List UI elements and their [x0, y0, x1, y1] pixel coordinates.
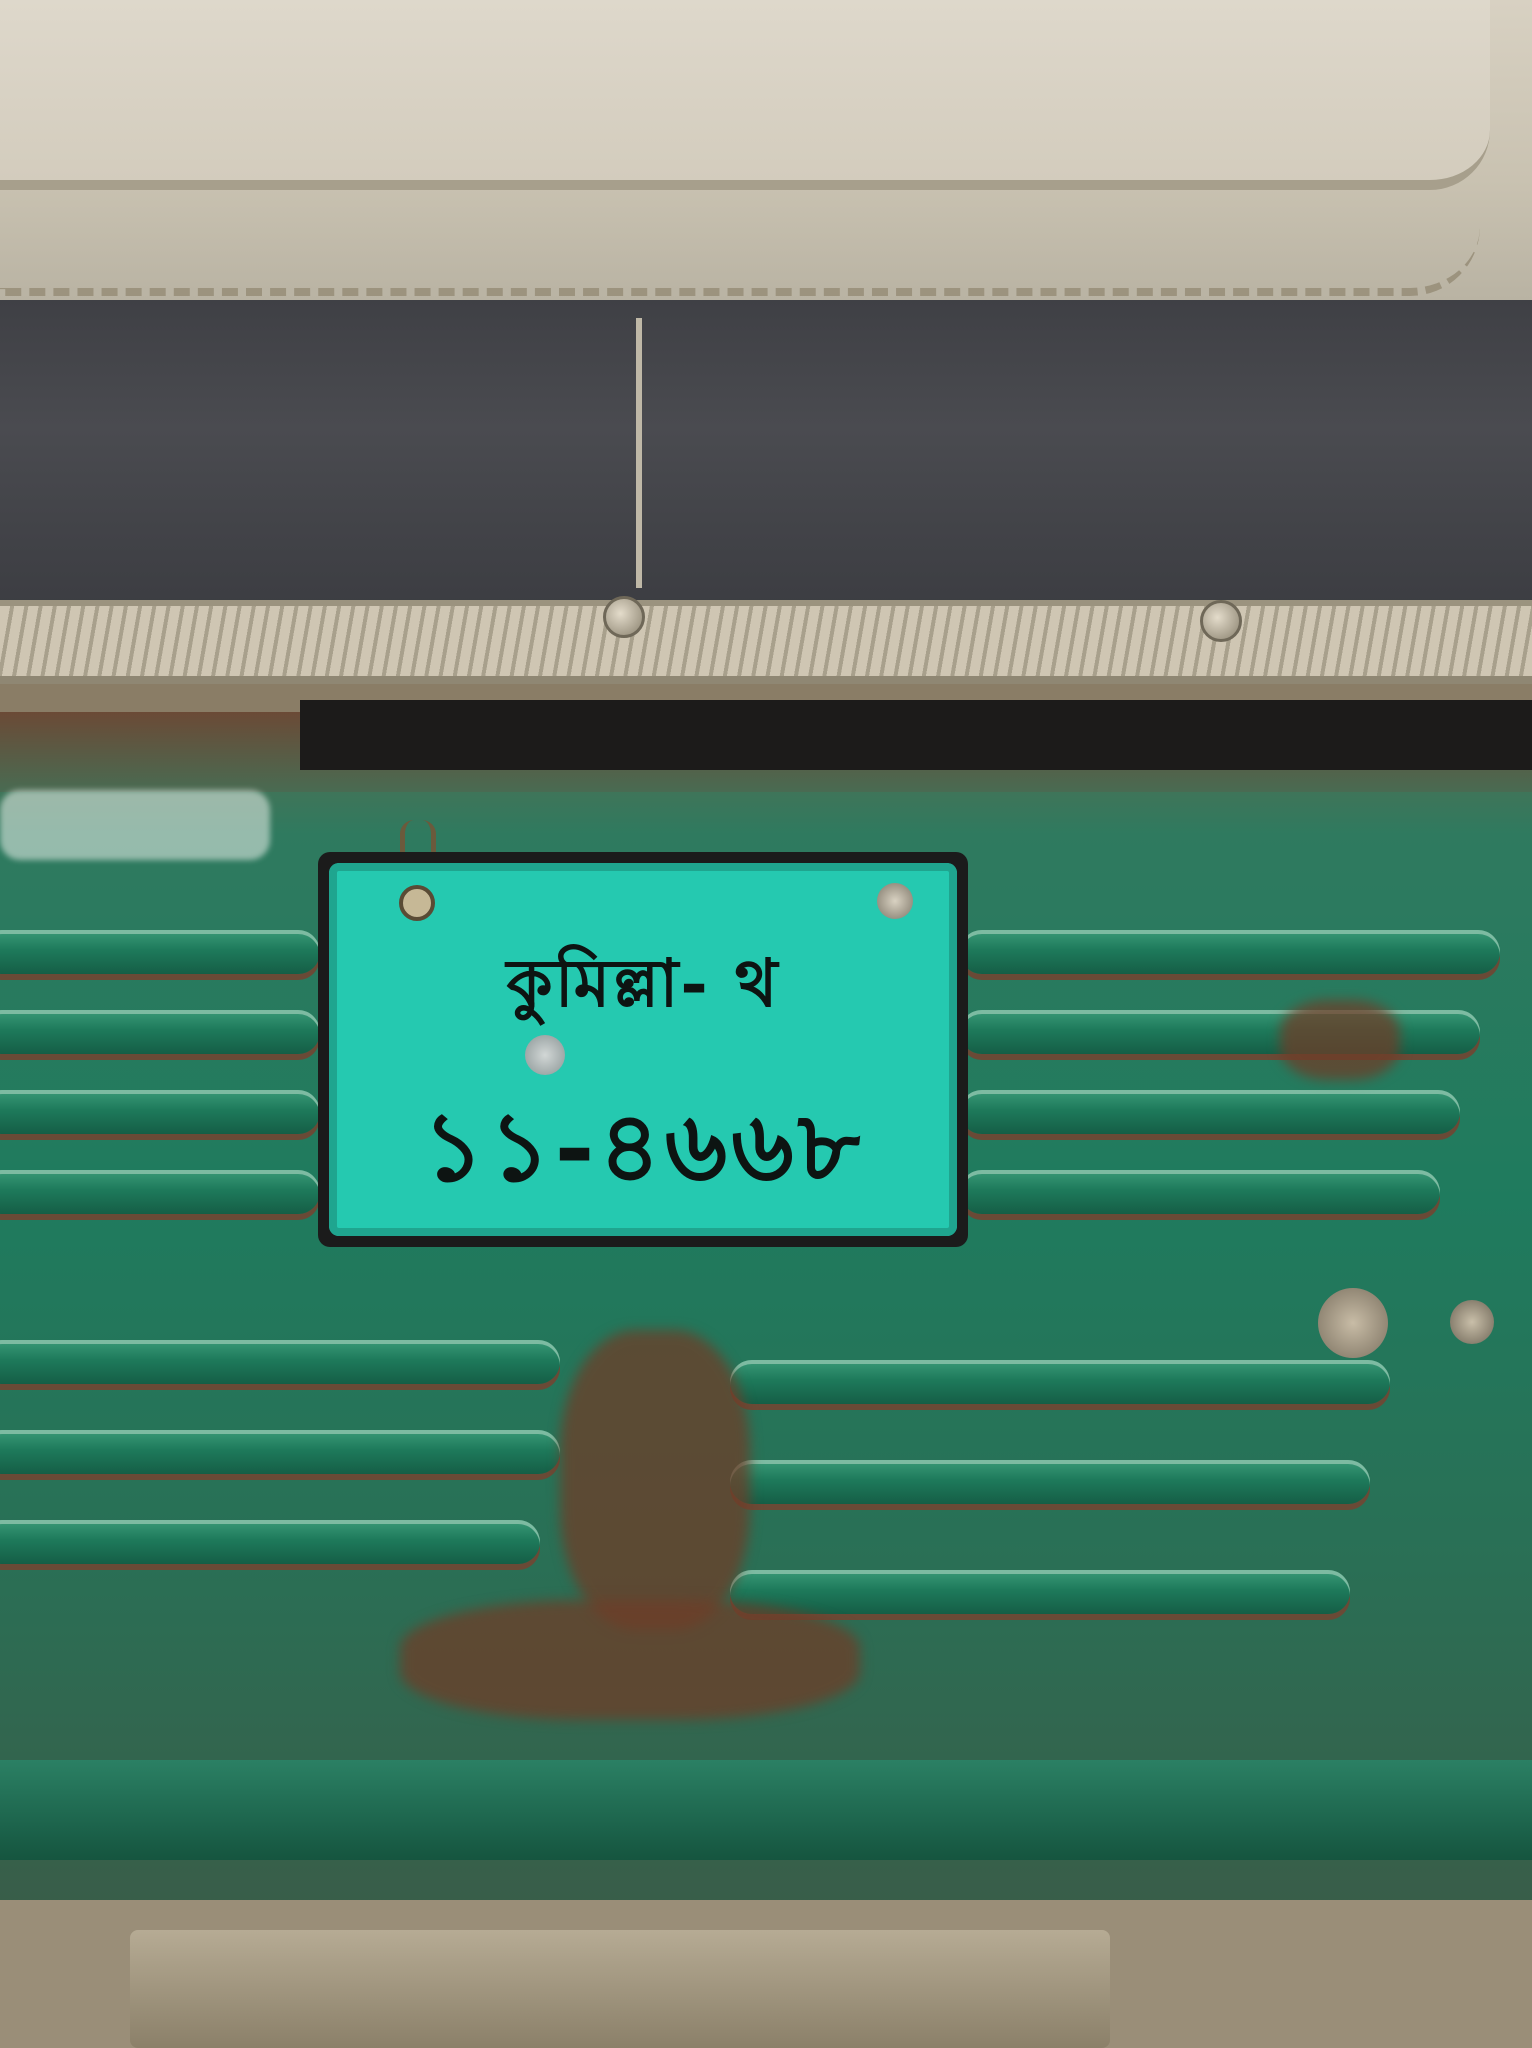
rust-patch	[400, 1600, 860, 1720]
body-rib	[0, 1430, 560, 1474]
body-rib	[0, 1520, 540, 1564]
body-rib	[960, 1010, 1480, 1054]
rust-patch	[1280, 1000, 1400, 1080]
canopy-seam	[636, 318, 642, 588]
body-rib	[0, 1170, 320, 1214]
rivet	[1200, 600, 1242, 642]
body-rib	[960, 1170, 1440, 1214]
license-plate	[329, 863, 957, 1236]
faded-paint-lettering	[0, 790, 270, 860]
canopy-hem	[0, 600, 1532, 684]
door-hinge-bolt	[1450, 1300, 1494, 1344]
plate-region-text: কুমিল্লা- থ	[506, 944, 780, 1022]
body-rib	[960, 1090, 1460, 1134]
body-rib	[730, 1460, 1370, 1504]
body-rib	[730, 1570, 1350, 1614]
plate-mount-hole	[399, 885, 435, 921]
body-gap-shadow	[300, 700, 1532, 770]
rust-patch	[560, 1330, 750, 1630]
body-rib	[730, 1360, 1390, 1404]
body-lower-rail	[0, 1760, 1532, 1860]
canopy-dark-panel	[0, 300, 1532, 620]
plate-bolt	[877, 883, 913, 919]
body-rib	[0, 1090, 320, 1134]
body-rib	[0, 1010, 320, 1054]
body-rib	[960, 930, 1500, 974]
chassis-axle	[130, 1930, 1110, 2048]
body-rib	[0, 1340, 560, 1384]
canopy-window-panel	[0, 0, 1490, 190]
canopy-stitching	[0, 168, 1480, 296]
door-latch	[1318, 1288, 1388, 1358]
plate-number-text: ১১-৪৬৬৮	[422, 1090, 864, 1203]
rivet	[603, 596, 645, 638]
body-rib	[0, 930, 320, 974]
